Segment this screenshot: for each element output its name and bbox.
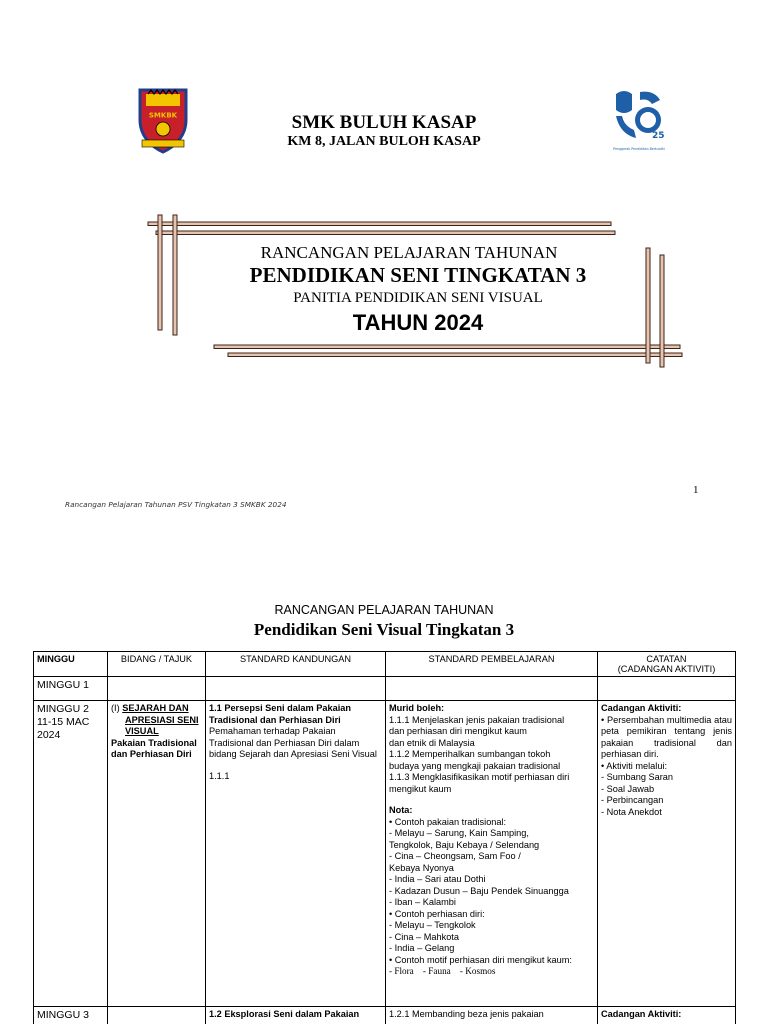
cell-bidang [108,701,206,1007]
title-line-1: RANCANGAN PELAJARAN TAHUNAN [260,243,558,262]
cell-empty [598,677,736,701]
cell-standard-pembelajaran [386,701,598,1007]
cell-standard-kandungan [206,701,386,1007]
sp-line: 1.1.2 Memperihalkan sumbangan tokoh [389,749,551,760]
nota-lines [389,817,594,978]
sk-title: 1.1 Persepsi Seni dalam Pakaian Tradisional dan Perhiasan Diri [209,703,351,725]
sk-code: 1.1.1 [209,770,230,781]
page-number: 1 [693,484,699,496]
sp-intro: Murid boleh: [389,703,445,714]
plan-title: RANCANGAN PELAJARAN TAHUNAN [274,603,494,617]
table-row [34,1007,736,1024]
cell-empty [206,677,386,701]
cell-minggu: MINGGU 1 [34,677,108,701]
bidang-title: SEJARAH DAN APRESIASI SENI VISUAL [122,703,199,737]
bidang-prefix: (I) [111,703,123,714]
sp-line: 1.1.3 Mengklasifikasikan motif perhiasan diri mengikut kaum [389,772,570,794]
catatan-line: - Nota Anekdot [601,806,662,817]
header-standard-kandungan: STANDARD KANDUNGAN [206,652,386,677]
bidang-heading [111,703,202,738]
sp-line: dan etnik di Malaysia [389,737,475,748]
header-standard-pembelajaran: STANDARD PEMBELAJARAN [386,652,598,677]
nota-line: - Kadazan Dusun – Baju Pendek Sinuangga [389,885,569,896]
cell-standard-pembelajaran [386,1007,598,1024]
cell-catatan [598,1007,736,1024]
cell-empty [108,1007,206,1024]
table-row [34,677,736,701]
nota-label: Nota: [389,805,413,816]
crest-text: SMKBK [148,111,178,120]
sp-line: dan perhiasan diri mengikut kaum [389,726,527,737]
header-bidang: BIDANG / TAJUK [108,652,206,677]
cell-minggu: MINGGU 3 [34,1007,108,1024]
cell-catatan [598,701,736,1007]
nota-line: - Iban – Kalambi [389,897,456,908]
sp-line: 1.1.1 Menjelaskan jenis pakaian tradisional [389,714,565,725]
sp-line: 1.2.1 Membanding beza jenis pakaian [389,1009,544,1020]
title-line-2: PENDIDIKAN SENI TINGKATAN 3 [249,263,587,287]
nota-line: Kebaya Nyonya [389,862,454,873]
nota-line: • Contoh perhiasan diri: [389,908,485,919]
nota-line: - Melayu – Tengkolok [389,920,476,931]
nota-line: - Flora - Fauna - Kosmos [389,966,496,977]
nota-line: - Melayu – Sarung, Kain Samping, [389,828,529,839]
catatan-title: Cadangan Aktiviti: [601,1009,682,1020]
nota-line: • Contoh pakaian tradisional: [389,816,507,827]
logo-caption: Penggerak Pendidikan Berkualiti [613,147,665,151]
lesson-plan-table [33,651,736,1024]
plan-subtitle: Pendidikan Seni Visual Tingkatan 3 [253,620,515,639]
school-address: KM 8, JALAN BULOH KASAP [287,134,481,149]
catatan-line: - Soal Jawab [601,783,655,794]
catatan-title: Cadangan Aktiviti: [601,703,682,714]
sp-lines [389,715,594,796]
header-minggu: MINGGU [34,652,108,677]
school-name: SMK BULUH KASAP [291,112,477,133]
footer-note: Rancangan Pelajaran Tahunan PSV Tingkatan 3 SMKBK 2024 [65,500,287,509]
nota-line: Tengkolok, Baju Kebaya / Selendang [389,839,540,850]
cell-empty [108,677,206,701]
cell-standard-kandungan [206,1007,386,1024]
anniversary-logo-icon [610,86,668,154]
catatan-line: - Perbincangan [601,795,664,806]
cell-empty [386,677,598,701]
nota-line: - India – Gelang [389,943,455,954]
table-row [34,701,736,1007]
nota-line: - India – Sari atau Dothi [389,874,486,885]
nota-line: • Contoh motif perhiasan diri mengikut kaum: [389,954,572,965]
title-year: TAHUN 2024 [352,310,484,335]
catatan-body: • Persembahan multimedia atau peta pemikiran tentang jenis pakaian tradisional dan perhiasan diri. [601,714,732,760]
title-line-3: PANITIA PENDIDIKAN SENI VISUAL [293,290,543,306]
catatan-line: • Aktiviti melalui: [601,760,668,771]
sk-title: 1.2 Eksplorasi Seni dalam Pakaian [209,1009,360,1020]
nota-line: - Cina – Mahkota [389,931,459,942]
bidang-subtitle: Pakaian Tradisional dan Perhiasan Diri [111,737,197,760]
nota-line: - Cina – Cheongsam, Sam Foo / [389,851,521,862]
table-header-row [34,652,736,677]
sp-line: budaya yang mengkaji pakaian tradisional [389,760,561,771]
sk-body: Pemahaman terhadap Pakaian Tradisional dan Perhiasan Diri dalam bidang Sejarah dan Apresiasi Seni Visual [209,726,377,760]
cell-minggu: MINGGU 2 11-15 MAC 2024 [34,701,108,1007]
header-catatan: CATATAN (CADANGAN AKTIVITI) [598,652,736,677]
catatan-line: - Sumbang Saran [601,772,674,783]
logo-badge: 25 [652,131,665,141]
